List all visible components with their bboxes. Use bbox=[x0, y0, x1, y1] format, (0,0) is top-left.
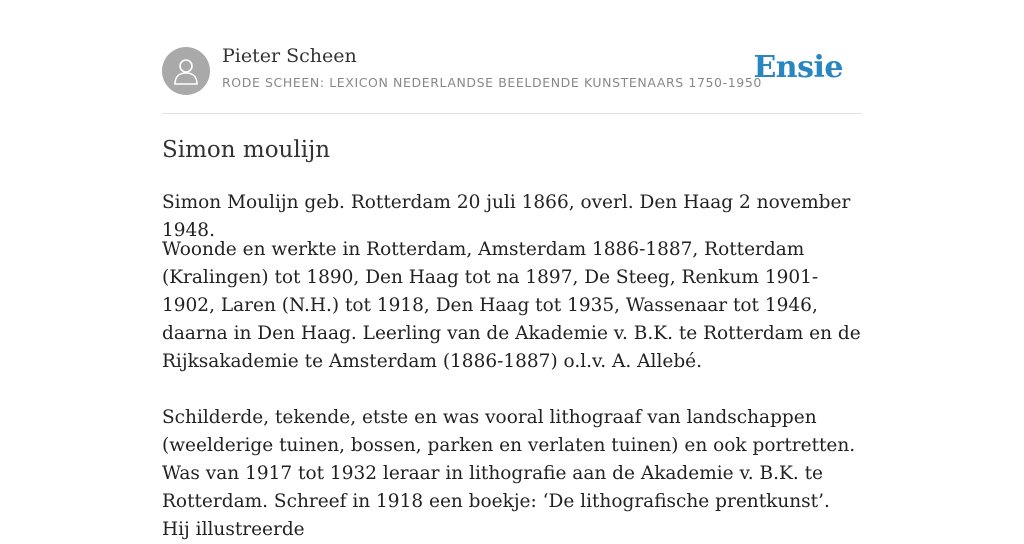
ensie-logo[interactable]: Ensie bbox=[753, 50, 843, 85]
article-paragraph: Schilderde, tekende, etste en was vooral lithograaf van landschappen (weelderige tuinen, bossen, parken en verlaten tuinen) en ook portretten. Was van 1917 tot 1932 leraar in lithografie aan de Akademie v. B.K. te Rotterdam. Schreef in 1918 een boekje: ‘De lithografische prentkunst’. Hij illustreerde bbox=[162, 407, 856, 540]
page bbox=[162, 0, 862, 540]
author-name[interactable]: Pieter Scheen bbox=[222, 45, 357, 67]
article-title: Simon moulijn bbox=[162, 137, 331, 163]
source-title[interactable]: RODE SCHEEN: LEXICON NEDERLANDSE BEELDENDE KUNSTENAARS 1750-1950 bbox=[222, 75, 762, 90]
avatar[interactable] bbox=[162, 47, 210, 95]
article-paragraph: Woonde en werkte in Rotterdam, Amsterdam 1886-1887, Rotterdam (Kralingen) tot 1890, Den Haag tot na 1897, De Steeg, Renkum 1901-1902, Laren (N.H.) tot 1918, Den Haag tot 1935, Wassenaar tot 1946, daarna in Den Haag. Leerling van de Akademie v. B.K. te Rotterdam en de Rijksakademie te Amsterdam (1886-1887) o.l.v. A. Allebé. bbox=[162, 239, 861, 372]
article-paragraph: Simon Moulijn geb. Rotterdam 20 juli 1866, overl. Den Haag 2 november 1948. bbox=[162, 192, 851, 241]
entry-header bbox=[162, 0, 862, 114]
user-avatar-icon bbox=[173, 57, 199, 85]
